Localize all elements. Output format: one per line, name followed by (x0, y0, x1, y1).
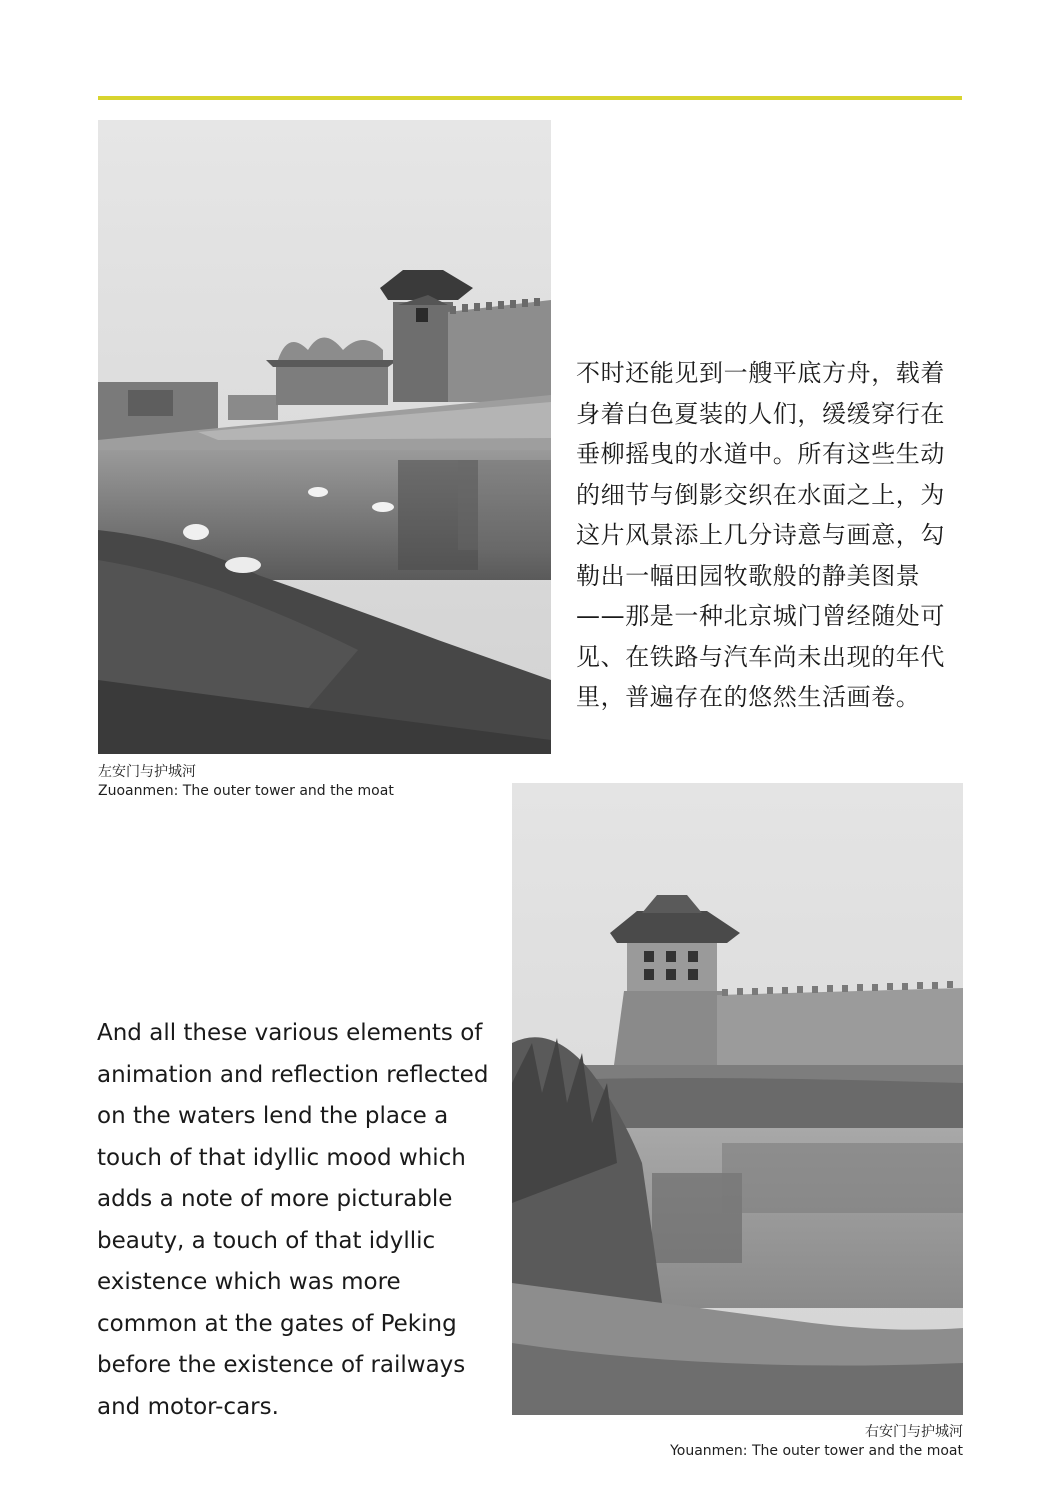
caption-youanmen-en: Youanmen: The outer tower and the moat (670, 1443, 963, 1459)
english-paragraph: And all these various elements of animation and reflection reflected on the waters lend the place a touch of that idyllic mood which adds a note of more picturable beauty, a touch of that idyllic existence which was more common at the gates of Peking before the existence of railways and motor-cars. (97, 1020, 489, 1420)
photo-youanmen (512, 783, 963, 1415)
accent-rule (98, 96, 962, 100)
caption-youanmen-zh: 右安门与护城河 (865, 1424, 963, 1440)
caption-zuoanmen-en: Zuoanmen: The outer tower and the moat (98, 783, 394, 799)
caption-zuoanmen-zh: 左安门与护城河 (98, 764, 196, 780)
photo-zuoanmen (98, 120, 551, 754)
caption-youanmen (670, 1423, 963, 1461)
caption-zuoanmen (98, 763, 394, 801)
chinese-paragraph: 不时还能见到一艘平底方舟，载着身着白色夏装的人们，缓缓穿行在垂柳摇曳的水道中。所有这些生动的细节与倒影交织在水面之上，为这片风景添上几分诗意与画意，勾勒出一幅田园牧歌般的静美图景——那是一种北京城门曾经随处可见、在铁路与汽车尚未出现的年代里，普遍存在的悠然生活画卷。 (576, 359, 945, 711)
